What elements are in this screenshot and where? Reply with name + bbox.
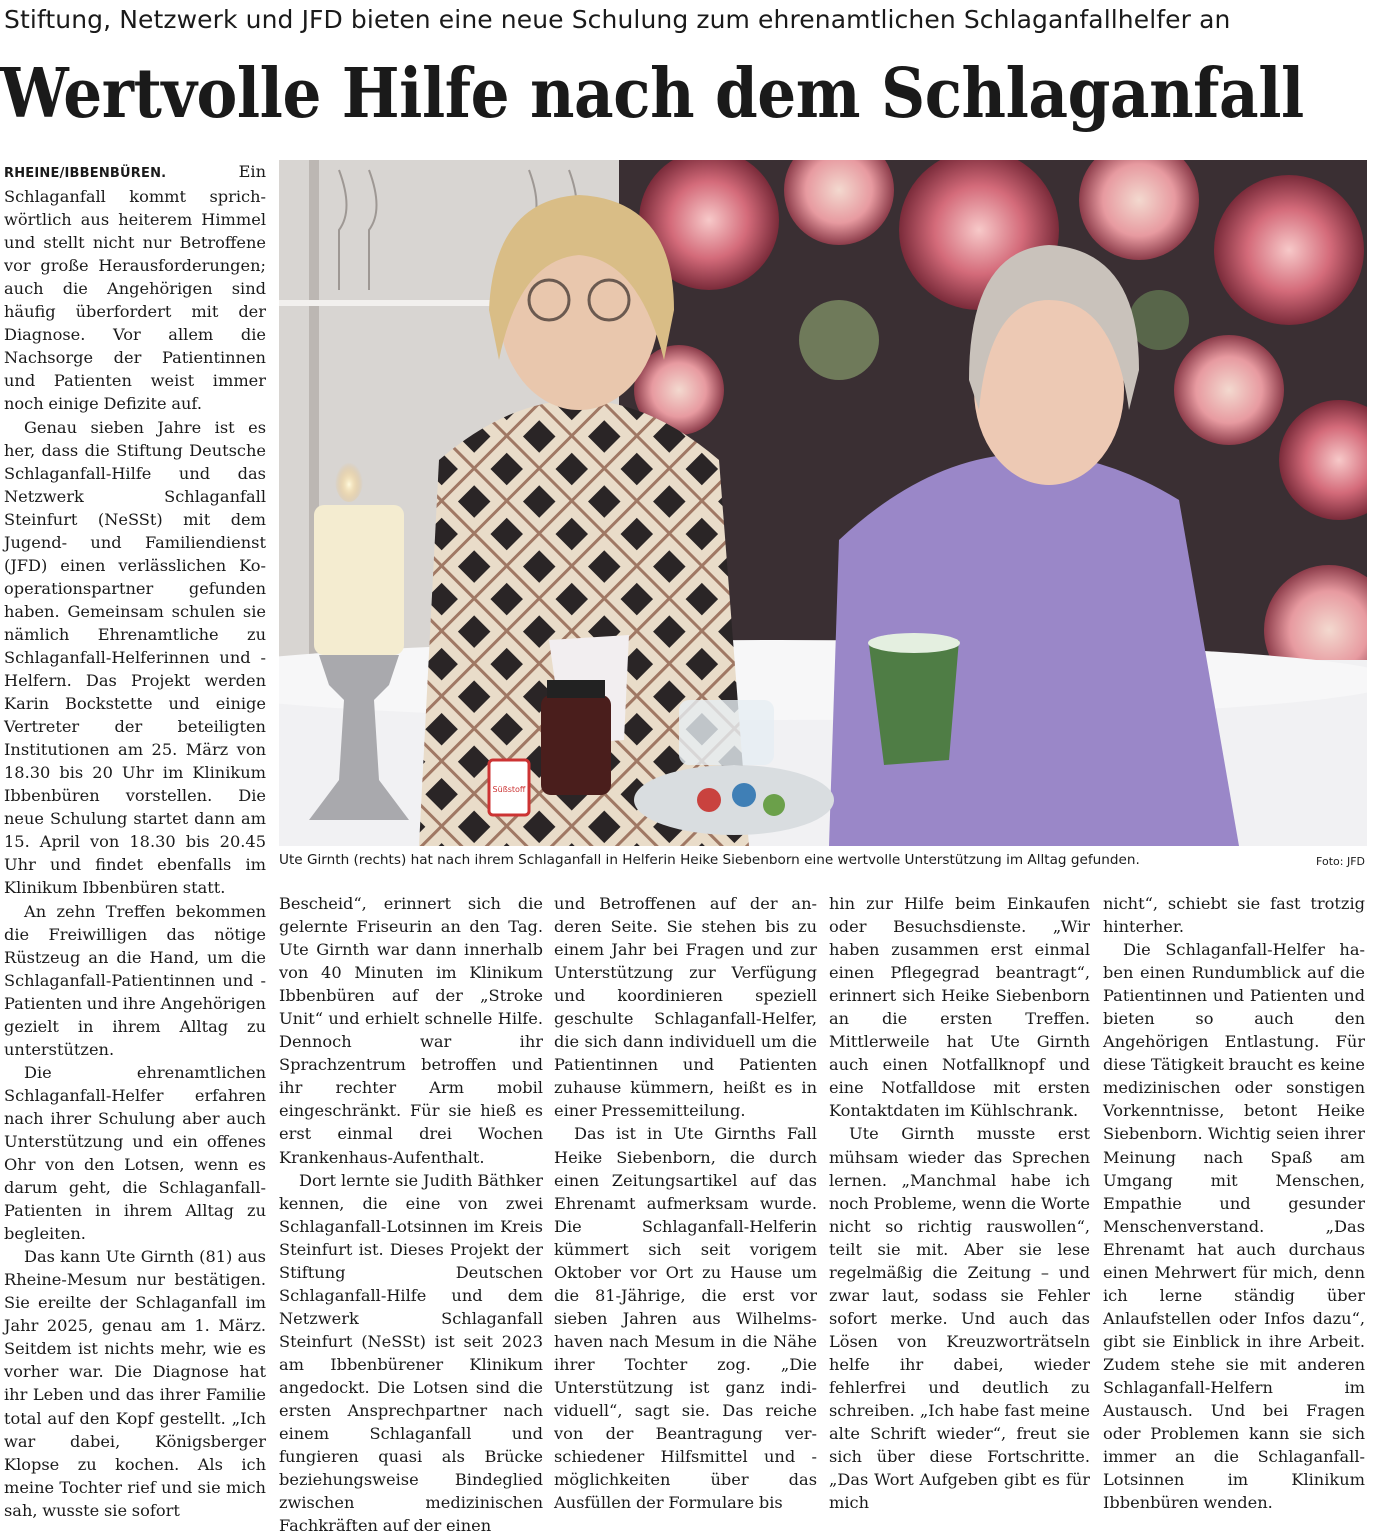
dateline: RHEINE/IBBENBÜREN. [4, 166, 167, 181]
body-paragraph: Das ist in Ute Girnths Fall Heike Siebenborn, die durch einen Zeitungsartikel auf das Ehrenamt aufmerksam wurde. Die Schlaganfall-Helferin kümmert sich seit vorigem Oktober vor Ort zu Hause um die 81-Jährige, die erst vor sieben Jahren aus Wilhelmshaven nach Mesum in die Nähe ihrer Tochter zog. „Die Unterstützung ist ganz individuell“, sagt sie. Das reiche von der Beantragung verschiedener Hilfsmittel und -möglichkeiten über das Ausfüllen der Formulare bis [554, 1124, 817, 1513]
photo-credit: Foto: JFD [1316, 855, 1365, 868]
body-paragraph: Genau sieben Jahre ist es her, dass die Stiftung Deutsche Schlaganfall-Hilfe und das Netzwerk Schlaganfall Steinfurt (NeSSt) mit dem Jugend- und Familiendienst (JFD) einen verlässlichen Kooperationspartner gefunden haben. Gemeinsam schulen sie nämlich Ehrenamtliche zu Schlaganfall-Helferinnen und -Helfern. Das Projekt werden Karin Bockstette und einige Vertreter der beteiligten Institutionen am 25. März von 18.30 bis 20 Uhr im Klinikum Ibbenbüren vorstellen. Die neue Schulung startet dann am 15. April von 18.30 bis 20.45 Uhr und findet ebenfalls im Klinikum Ibbenbüren statt. [4, 417, 266, 898]
body-paragraph: Die Schlaganfall-Helfer haben einen Rundumblick auf die Patientinnen und Patienten und bieten so auch den Angehörigen Entlastung. Für diese Tätigkeit braucht es keine medizinischen oder sonstigen Vorkenntnisse, betont Heike Siebenborn. Wichtig seien ihrer Meinung nach Spaß am Umgang mit Menschen, Empathie und gesunder Menschenverstand. „Das Ehrenamt hat auch durchaus einen Mehrwert für mich, denn ich lerne ständig über Anlaufstellen oder Infos dazu“, gibt sie Einblick in ihre Arbeit. Zudem stehe sie mit anderen Schlaganfall-Helfern im Austausch. Und bei Fragen oder Problemen kann sie sich immer an die Schlaganfall-Lotsinnen im Klinikum Ibbenbüren wenden. [1103, 940, 1365, 1513]
body-paragraph: nicht“, schiebt sie fast trotzig hinterher. [1103, 894, 1365, 937]
body-paragraph: und Betroffenen auf der anderen Seite. Sie stehen bis zu einem Jahr bei Fragen und zur Unterstützung zur Verfügung und koordinieren speziell geschulte Schlaganfall-Helfer, die sich dann individuell um die Patientinnen und Patienten zuhause kümmern, heißt es in einer Pressemitteilung. [554, 894, 817, 1121]
lead-paragraph [4, 160, 266, 416]
body-paragraph: Bescheid“, erinnert sich die gelernte Friseurin an den Tag. Ute Girnth war dann innerhalb von 40 Minuten im Klinikum Ibbenbüren auf der „Stroke Unit“ und erhielt schnelle Hilfe. Dennoch war ihr Sprachzentrum betroffen und ihr rechter Arm mobil eingeschränkt. Für sie hieß es erst einmal drei Wochen Krankenhaus-Aufenthalt. [279, 894, 543, 1167]
article-photo [279, 160, 1367, 846]
body-paragraph: Dort lernte sie Judith Bäthker kennen, die eine von zwei Schlaganfall-Lotsinnen im Kreis Steinfurt ist. Dieses Projekt der Stiftung Deutschen Schlaganfall-Hilfe und dem Netzwerk Schlaganfall Steinfurt (NeSSt) ist seit 2023 am Ibbenbürener Klinikum angedockt. Die Lotsen sind die ersten Ansprechpartner nach einem Schlaganfall und fungieren quasi als Brücke beziehungsweise Bindeglied zwischen medizinischen Fachkräften auf der einen [279, 1170, 543, 1536]
body-paragraph: Das kann Ute Girnth (81) aus Rheine-Mesum nur bestätigen. Sie ereilte der Schlaganfall im Jahr 2025, genau am 1. März. Seitdem ist nichts mehr, wie es vorher war. Die Diagnose hat ihr Leben und das ihrer Familie total auf den Kopf gestellt. „Ich war dabei, Königsberger Klopse zu kochen. Als ich meine Tochter rief und sie mich sah, wusste sie sofort [4, 1247, 266, 1520]
jar-label: Süßstoff [492, 785, 526, 794]
body-paragraph: An zehn Treffen bekommen die Freiwilligen das nötige Rüstzeug an die Hand, um die Schlaganfall-Patientinnen und -Patienten und ihre Angehörigen gezielt in ihrem Alltag zu unterstützen. [4, 901, 266, 1059]
article-column-5 [1103, 892, 1365, 1514]
photo-illustration [279, 160, 1367, 846]
article-column-3 [554, 892, 817, 1514]
article-headline: Wertvolle Hilfe nach dem Schlaganfall [0, 54, 1304, 134]
body-paragraph: hin zur Hilfe beim Einkaufen oder Besuchsdienste. „Wir haben zusammen erst einmal einen Pflegegrad beantragt“, erinnert sich Heike Siebenborn an die ersten Treffen. Mittlerweile hat Ute Girnth auch einen Notfallknopf und eine Notfalldose mit ersten Kontaktdaten im Kühlschrank. [829, 894, 1090, 1121]
article-column-2 [279, 892, 543, 1537]
article-column-1 [4, 160, 266, 1522]
body-paragraph: Ute Girnth musste erst mühsam wieder das Sprechen lernen. „Manchmal habe ich noch Probleme, wenn die Worte nicht so richtig rauswollen“, teilt sie mit. Aber sie lese regelmäßig die Zeitung – und zwar laut, sodass sie Fehler sofort merke. Und auch das Lösen von Kreuzworträtseln helfe ihr dabei, wieder fehlerfrei und deutlich zu schreiben. „Ich habe fast meine alte Schrift wieder“, freut sie sich über diese Fortschritte. „Das Wort Aufgeben gibt es für mich [829, 1124, 1090, 1513]
article-kicker: Stiftung, Netzwerk und JFD bieten eine neue Schulung zum ehrenamtlichen Schlaganfallhelfer an [4, 5, 1231, 34]
photo-caption: Ute Girnth (rechts) hat nach ihrem Schlaganfall in Helferin Heike Siebenborn eine wertvolle Unterstützung im Alltag gefunden. [279, 852, 1140, 868]
article-column-4 [829, 892, 1090, 1514]
body-paragraph: Die ehrenamtlichen Schlaganfall-Helfer erfahren nach ihrer Schulung aber auch Unterstützung und ein offenes Ohr von den Lotsen, wenn es darum geht, die Schlaganfall-Patienten in ihrem Alltag zu begleiten. [4, 1062, 266, 1244]
lead-text: Ein Schlaganfall kommt sprichwörtlich aus heiterem Himmel und stellt nicht nur Betroffene vor große Herausforderungen; auch die Angehörigen sind häufig überfordert mit der Diagnose. Vor allem die Nachsorge der Patientinnen und Patienten weist immer noch einige Defizite auf. [4, 162, 266, 414]
